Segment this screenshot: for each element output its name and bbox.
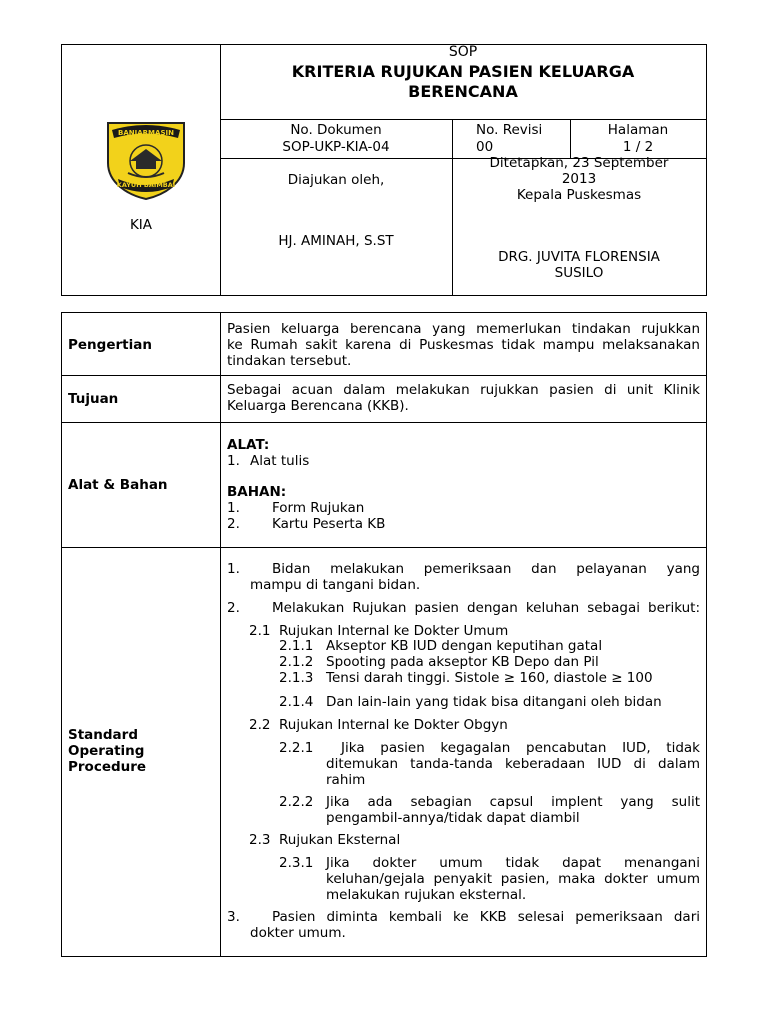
bahan-heading: BAHAN: xyxy=(227,484,287,500)
established-date-line2: 2013 xyxy=(561,171,597,187)
item-2-2-1-line1: Jika pasien kegagalan pencabutan IUD, tidak xyxy=(341,740,700,756)
step3-line2: dokter umum. xyxy=(250,925,346,941)
established-date-line1: Ditetapkan, 23 September xyxy=(489,155,669,171)
step-number: 1. xyxy=(227,561,240,577)
pengertian-text-line3: tindakan tersebut. xyxy=(227,353,352,369)
substep-2-1-text: Rujukan Internal ke Dokter Umum xyxy=(279,623,509,639)
revision-label: No. Revisi xyxy=(476,122,543,138)
head-name-line2: SUSILO xyxy=(554,265,604,281)
alat-bahan-label: Alat & Bahan xyxy=(68,477,168,493)
pengertian-text-line2: ke Rumah sakit karena di Puskesmas tidak mampu melaksanakan xyxy=(227,337,700,353)
item-2-3-1-line3: melakukan rujukan eksternal. xyxy=(326,887,527,903)
logo-bottom-text: KAYUH BAIMBAI xyxy=(116,181,176,189)
bahan-item-text: Form Rujukan xyxy=(272,500,365,516)
submitted-by-name: HJ. AMINAH, S.ST xyxy=(278,233,394,249)
page-value: 1 / 2 xyxy=(622,139,654,155)
pengertian-label: Pengertian xyxy=(68,337,152,353)
header-divider xyxy=(220,119,706,120)
alat-item-text: Alat tulis xyxy=(250,453,310,469)
header-table xyxy=(61,44,707,296)
item-number: 2.1.4 xyxy=(279,694,314,710)
banjarmasin-logo xyxy=(102,117,190,201)
document-title-line2: BERENCANA xyxy=(408,82,518,101)
sop-label-line1: Standard xyxy=(68,727,138,743)
step-number: 3. xyxy=(227,909,240,925)
sop-label: SOP xyxy=(448,44,478,60)
substep-number: 2.3 xyxy=(249,832,271,848)
bahan-item-number: 1. xyxy=(227,500,240,516)
pengertian-text-line1: Pasien keluarga berencana yang memerlukan tindakan rujukkan xyxy=(227,321,700,337)
item-2-3-1-line2: keluhan/gejala penyakit pasien, maka dokter umum xyxy=(326,871,700,887)
tujuan-text-line1: Sebagai acuan dalam melakukan rujukkan pasien di unit Klinik xyxy=(227,382,700,398)
step2-line1: Melakukan Rujukan pasien dengan keluhan sebagai berikut: xyxy=(272,600,700,616)
sop-label-line2: Operating xyxy=(68,743,145,759)
page-label: Halaman xyxy=(607,122,669,138)
step1-line2: mampu di tangani bidan. xyxy=(250,577,421,593)
item-text: Akseptor KB IUD dengan keputihan gatal xyxy=(326,638,603,654)
item-number: 2.1.1 xyxy=(279,638,314,654)
unit-label: KIA xyxy=(129,217,153,233)
step1-line1: Bidan melakukan pemeriksaan dan pelayanan yang xyxy=(272,561,700,577)
logo-top-text: BANJARMASIN xyxy=(118,129,174,137)
doc-number-value: SOP-UKP-KIA-04 xyxy=(282,139,390,155)
item-text: Tensi darah tinggi. Sistole ≥ 160, diastole ≥ 100 xyxy=(326,670,653,686)
item-number: 2.2.2 xyxy=(279,794,314,810)
revision-value: 00 xyxy=(476,139,494,155)
item-2-3-1-line1: Jika dokter umum tidak dapat menangani xyxy=(326,855,700,871)
tujuan-label: Tujuan xyxy=(68,391,119,407)
item-2-2-1-line2: ditemukan tanda-tanda keberadaan IUD di dalam xyxy=(326,756,700,772)
head-title: Kepala Puskesmas xyxy=(516,187,642,203)
alat-heading: ALAT: xyxy=(227,437,270,453)
substep-2-3-text: Rujukan Eksternal xyxy=(279,832,401,848)
item-number: 2.1.3 xyxy=(279,670,314,686)
alat-item-number: 1. xyxy=(227,453,240,469)
item-text: Dan lain-lain yang tidak bisa ditangani oleh bidan xyxy=(326,694,662,710)
bahan-item-number: 2. xyxy=(227,516,240,532)
step-number: 2. xyxy=(227,600,240,616)
item-number: 2.1.2 xyxy=(279,654,314,670)
content-divider xyxy=(62,422,706,423)
content-divider xyxy=(62,375,706,376)
item-2-2-2-line1: Jika ada sebagian capsul implent yang sulit xyxy=(326,794,700,810)
substep-number: 2.2 xyxy=(249,717,271,733)
substep-2-2-text: Rujukan Internal ke Dokter Obgyn xyxy=(279,717,508,733)
head-name-line1: DRG. JUVITA FLORENSIA xyxy=(498,249,660,265)
content-divider xyxy=(220,313,221,956)
substep-number: 2.1 xyxy=(249,623,271,639)
item-2-2-1-line3: rahim xyxy=(326,772,366,788)
sop-content-table xyxy=(61,312,707,957)
bahan-item-text: Kartu Peserta KB xyxy=(272,516,386,532)
submitted-by-label: Diajukan oleh, xyxy=(287,172,385,188)
step3-line1: Pasien diminta kembali ke KKB selesai pemeriksaan dari xyxy=(272,909,700,925)
sop-label-line3: Procedure xyxy=(68,759,147,775)
item-number: 2.2.1 xyxy=(279,740,314,756)
item-2-2-2-line2: pengambil-annya/tidak dapat diambil xyxy=(326,810,580,826)
item-text: Spooting pada akseptor KB Depo dan Pil xyxy=(326,654,599,670)
item-number: 2.3.1 xyxy=(279,855,314,871)
tujuan-text-line2: Keluarga Berencana (KKB). xyxy=(227,398,409,414)
document-title-line1: KRITERIA RUJUKAN PASIEN KELUARGA xyxy=(291,62,635,81)
doc-number-label: No. Dokumen xyxy=(290,122,382,138)
content-divider xyxy=(62,547,706,548)
